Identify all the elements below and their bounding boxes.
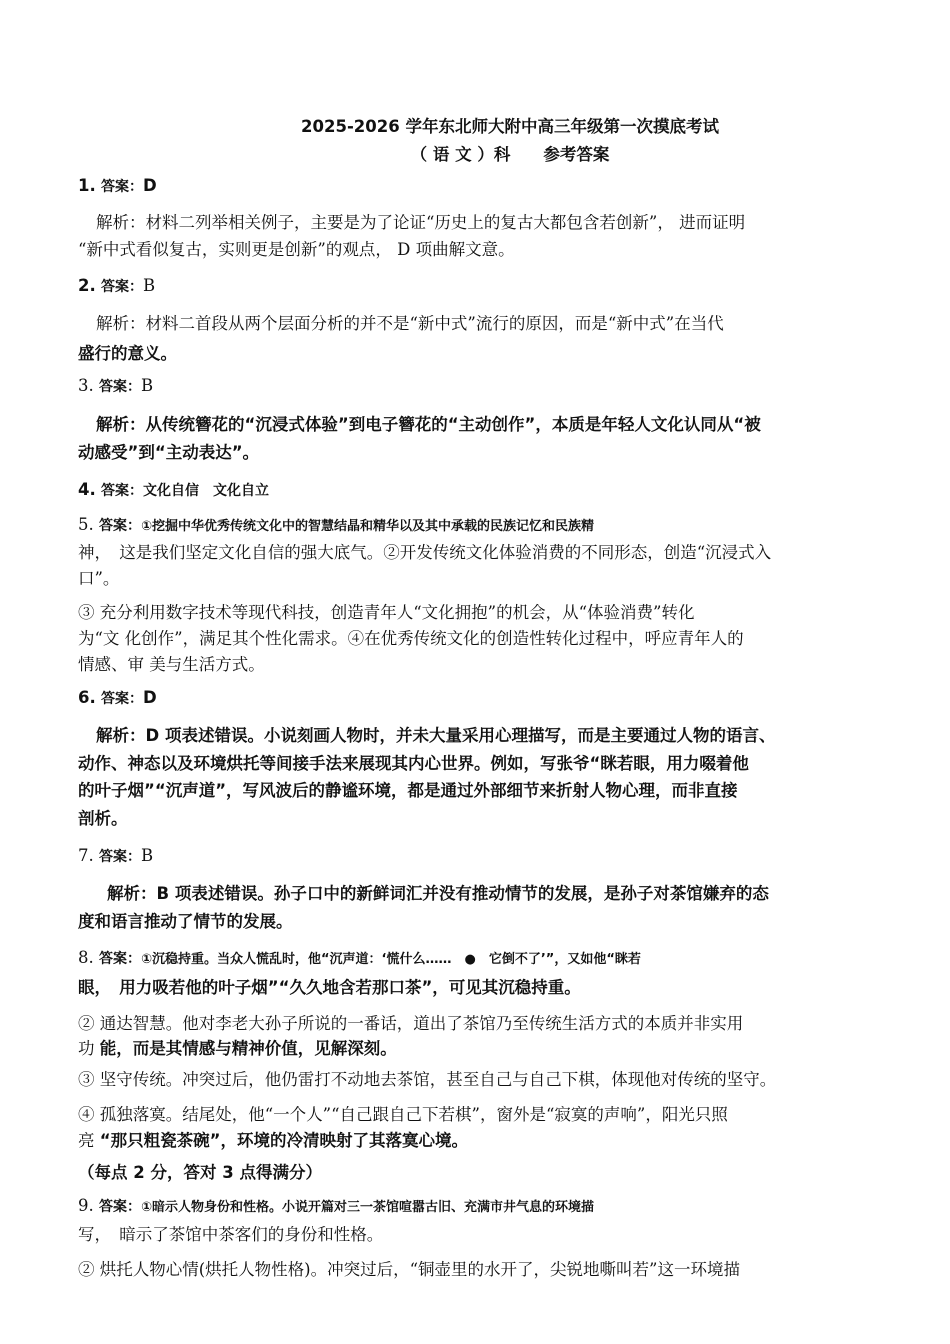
question-number: 8. bbox=[78, 948, 94, 967]
q7-analysis-line2: 度和语言推动了情节的发展。 bbox=[78, 912, 293, 931]
question-number: 4. bbox=[78, 480, 96, 499]
q8-line5: ③ 坚守传统。冲突过后，他仍雷打不动地去茶馆，甚至自己与自己下棋，体现他对传统的坚守。 bbox=[78, 1070, 777, 1089]
q2-analysis-line2: 盛行的意义。 bbox=[78, 344, 177, 363]
q5-line3: 口”。 bbox=[78, 569, 120, 588]
answer-text: ①挖掘中华优秀传统文化中的智慧结晶和精华以及其中承载的民族记忆和民族精 bbox=[141, 519, 595, 534]
answer-value: D bbox=[143, 176, 157, 195]
answer-text: ①沉稳持重。当众人慌乱时，他“沉声道：‘慌什么…… ● 它倒不了’”，又如他“眯若 bbox=[141, 952, 641, 967]
q5-line4: ③ 充分利用数字技术等现代科技，创造青年人“文化拥抱”的机会，从“体验消费”转化 bbox=[78, 603, 695, 622]
answer-label: 答案： bbox=[99, 379, 141, 395]
q8-line7 bbox=[78, 1127, 468, 1151]
q9-line3: ② 烘托人物心情(烘托人物性格)。冲突过后，“铜壶里的水开了，尖锐地嘶叫若”这一环境描 bbox=[78, 1260, 740, 1279]
q2-answer-line bbox=[78, 276, 155, 296]
q1-analysis-line1: 解析：材料二列举相关例子，主要是为了论证“历史上的复古大都包含若创新”， 进而证明 bbox=[96, 213, 746, 232]
subject-subtitle: （ 语 文 ）科 参考答案 bbox=[410, 145, 610, 164]
q9-answer-line1 bbox=[78, 1196, 594, 1216]
scoring-note: （每点 2 分，答对 3 点得满分） bbox=[78, 1163, 322, 1182]
question-number: 1. bbox=[78, 176, 96, 195]
answer-value: B bbox=[141, 846, 154, 865]
question-number: 7. bbox=[78, 846, 94, 865]
q8-line4-start: 功 bbox=[78, 1039, 100, 1058]
answer-label: 答案： bbox=[101, 179, 143, 195]
q7-answer-line bbox=[78, 846, 153, 866]
answer-value: 文化自信 文化自立 bbox=[143, 483, 269, 499]
q4-answer-line bbox=[78, 480, 269, 500]
q8-line7-start: 亮 bbox=[78, 1131, 100, 1150]
q5-line5: 为“文 化创作”，满足其个性化需求。④在优秀传统文化的创造性转化过程中，呼应青年人的 bbox=[78, 629, 744, 648]
q6-analysis-line3: 的叶子烟”“沉声道”，写风波后的静谧环境，都是通过外部细节来折射人物心理，而非直接 bbox=[78, 781, 738, 800]
q5-line2: 神， 这是我们坚定文化自信的强大底气。②开发传统文化体验消费的不同形态，创造“沉浸式入 bbox=[78, 543, 772, 562]
q5-line6: 情感、审 美与生活方式。 bbox=[78, 655, 265, 674]
q8-line3: ② 通达智慧。他对李老大孙子所说的一番话，道出了茶馆乃至传统生活方式的本质并非实用 bbox=[78, 1014, 744, 1033]
q8-line4-rest: 能，而是其情感与精神价值，见解深刻。 bbox=[99, 1039, 397, 1058]
q8-line7-rest: “那只粗瓷茶碗”，环境的冷清映射了其落寞心境。 bbox=[99, 1131, 468, 1150]
q6-analysis-line1: 解析：D 项表述错误。小说刻画人物时，并未大量采用心理描写，而是主要通过人物的语言、 bbox=[96, 726, 776, 745]
answer-value: D bbox=[143, 688, 157, 707]
q3-analysis-line1: 解析：从传统簪花的“沉浸式体验”到电子簪花的“主动创作”，本质是年轻人文化认同从“被 bbox=[96, 415, 761, 434]
answer-value: B bbox=[143, 276, 156, 295]
q8-line2: 眼， 用力吸若他的叶子烟”“久久地含若那口茶”，可见其沉稳持重。 bbox=[78, 978, 581, 997]
answer-value: B bbox=[141, 376, 154, 395]
q5-answer-line1 bbox=[78, 515, 594, 535]
q9-line2: 写， 暗示了茶馆中茶客们的身份和性格。 bbox=[78, 1225, 384, 1244]
q1-analysis-line2: “新中式看似复古，实则更是创新”的观点， D 项曲解文意。 bbox=[78, 240, 515, 259]
q8-line4 bbox=[78, 1035, 397, 1059]
answer-label: 答案： bbox=[101, 483, 143, 499]
q1-answer-line bbox=[78, 176, 157, 196]
question-number: 5. bbox=[78, 515, 94, 534]
answer-label: 答案： bbox=[99, 518, 141, 534]
question-number: 2. bbox=[78, 276, 96, 295]
question-number: 9. bbox=[78, 1196, 94, 1215]
q3-analysis-line2: 动感受”到“主动表达”。 bbox=[78, 443, 260, 462]
answer-label: 答案： bbox=[101, 691, 143, 707]
question-number: 6. bbox=[78, 688, 96, 707]
answer-label: 答案： bbox=[99, 1199, 141, 1215]
answer-label: 答案： bbox=[101, 279, 143, 295]
q7-analysis-line1: 解析：B 项表述错误。孙子口中的新鲜词汇并没有推动情节的发展，是孙子对茶馆嫌弃的态 bbox=[107, 884, 769, 903]
q2-analysis-line1: 解析：材料二首段从两个层面分析的并不是“新中式”流行的原因，而是“新中式”在当代 bbox=[96, 314, 724, 333]
q6-analysis-line4: 剖析。 bbox=[78, 809, 128, 828]
q8-line6: ④ 孤独落寞。结尾处，他“一个人”“自己跟自己下若棋”，窗外是“寂寞的声响”，阳光只照 bbox=[78, 1105, 728, 1124]
answer-text: ①暗示人物身份和性格。小说开篇对三一茶馆喧嚣古旧、充满市井气息的环境描 bbox=[141, 1200, 595, 1215]
exam-title: 2025-2026 学年东北师大附中高三年级第一次摸底考试 bbox=[301, 117, 719, 136]
q8-answer-line1 bbox=[78, 948, 641, 968]
q3-answer-line bbox=[78, 376, 153, 396]
q6-analysis-line2: 动作、神态以及环境烘托等间接手法来展现其内心世界。例如，写张爷“眯若眼，用力啜着他 bbox=[78, 754, 749, 773]
question-number: 3. bbox=[78, 376, 94, 395]
q6-answer-line bbox=[78, 688, 157, 708]
answer-label: 答案： bbox=[99, 849, 141, 865]
answer-label: 答案： bbox=[99, 951, 141, 967]
